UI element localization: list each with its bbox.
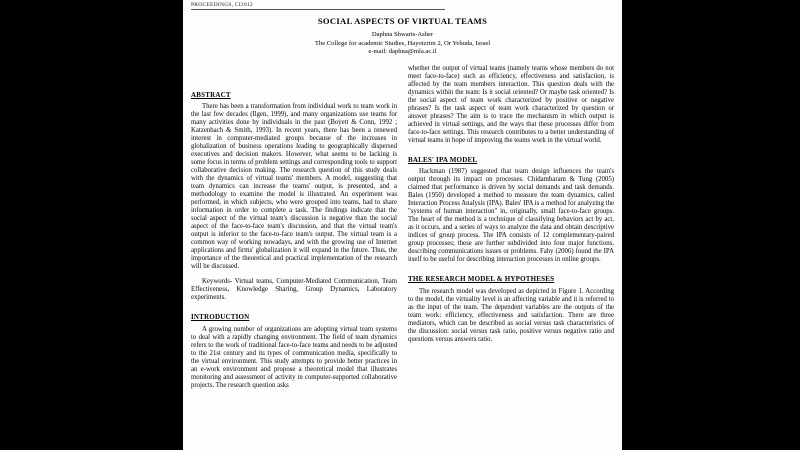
left-column bbox=[191, 65, 397, 391]
paper-title: SOCIAL ASPECTS OF VIRTUAL TEAMS bbox=[317, 16, 488, 26]
abstract-paragraph: There has been a transformation from individual work to team work in the last few decades (Ilgen, 1999), and many organizations use teams for many activities done by individuals in the past (Boyett & Conn, 1992 ; Katzenbach & Smith, 1993). In recent years, there has been a renewed interest in computer-mediated groups because of the increases in globalization of business operations leading to geographically dispersed executives and decision makers. However, what seems to be lacking is some focus in terms of problem settings and corresponding tools to support collaborative decision making. The research question of this study deals with the dynamics of virtual teams' members. A model, suggesting that team dynamics can increase the teams' output, is presented, and a methodology to examine the model is illustrated. An experiment was performed, in which subjects, who were grouped into teams, had to share information in order to complete a task. The findings indicate that the social aspect of the virtual team's discussion is negative than the social aspect of the face-to-face team's discussion, and that the virtual team's output is inferior to the face-to-face team's output. The virtual team is a common way of working nowadays, and with the growing use of Internet applications and firms' globalization it will expand in the future. Thus, the importance of the theoretical and practical implementation of the research will be discussed. bbox=[191, 102, 397, 271]
author-affiliation: The College for academic Studies, Hayotzrim 2, Or Yehuda, Israel bbox=[314, 39, 491, 47]
abstract-heading: ABSTRACT bbox=[191, 90, 231, 99]
bales-ipa-paragraph: Hackman (1987) suggested that team design influences the team's output through its impact on processes. Chidambaram & Tung (2005) claimed that performance is driven by social demands and task demands. Bales (1950) developed a method to measure the team dynamics, called Interaction Process Analysis (IPA). Bales' IPA is a method for analyzing the "systems of human interaction" in, originally, small face-to-face groups. The heart of the method is a technique of classifying behaviors act by act, as it occurs, and a series of ways to analyze the data and obtain descriptive indices of group process. The IPA consists of 12 complementary-paired group processes; these are further subdivided into four major functions, describing communications issues or problems. Fahy (2006) found the IPA itself to be useful for describing interaction processes in online groups. bbox=[408, 168, 614, 264]
proceedings-header: PROCEEDINGS, CI2012 bbox=[191, 2, 445, 10]
research-model-heading: THE RESEARCH MODEL & HYPOTHESES bbox=[408, 275, 555, 284]
author-email: e-mail: daphna@mla.ac.il bbox=[368, 48, 437, 56]
introduction-continuation-paragraph: whether the output of virtual teams (namely teams whose members do not meet face-to-face) such as efficiency, effectiveness and satisfaction, is affected by the team members interaction. This question deals with the dynamics within the team: Is it social oriented? Or maybe task oriented? Is the social aspect of team work characterized by positive or negative phrases? Is the task aspect of team work characterized by question or answer phrases? The aim is to trace the mechanism in which output is achieved in virtual settings, and the ways that these processes differ from face-to-face settings. This research contributes to a better understanding of virtual teams in hope of improving the teams work in the virtual world. bbox=[408, 64, 614, 144]
right-column bbox=[408, 65, 614, 391]
author-name: Daphna Shwarts-Asher bbox=[371, 31, 434, 38]
two-column-body bbox=[191, 65, 614, 391]
bales-ipa-heading: BALES' IPA MODEL bbox=[408, 155, 478, 164]
introduction-heading: INTRODUCTION bbox=[191, 313, 250, 322]
research-model-paragraph: The research model was developed as depicted in Figure 1. According to the model, the virtuality level is an affecting variable and it is referred to as the input of the team. The dependent variables are the outputs of the team work: efficiency, effectiveness and satisfaction. There are three mediators, which can be described as social versus task characteristics of the discussion: social versus task ratio, positive versus negative ratio and questions versus answers ratio. bbox=[408, 287, 614, 343]
author-block bbox=[191, 31, 614, 57]
keywords-paragraph: Keywords- Virtual teams, Computer-Mediated Communication, Team Effectiveness, Knowledge Sharing, Group Dynamics, Laboratory experiments. bbox=[191, 278, 397, 302]
paper-page bbox=[183, 0, 622, 450]
introduction-paragraph: A growing number of organizations are adopting virtual team systems to deal with a rapidly changing environment. The field of team dynamics refers to the work of traditional face-to-face teams and needs to be adjusted to the 21st century and its types of communication media, specifically to the virtual environment. This study attempts to provide better practices in an e-work environment and propose a theoretical model that illustrates monitoring and assessment of activity in computer-supported collaborative projects. The research question asks bbox=[191, 325, 397, 389]
